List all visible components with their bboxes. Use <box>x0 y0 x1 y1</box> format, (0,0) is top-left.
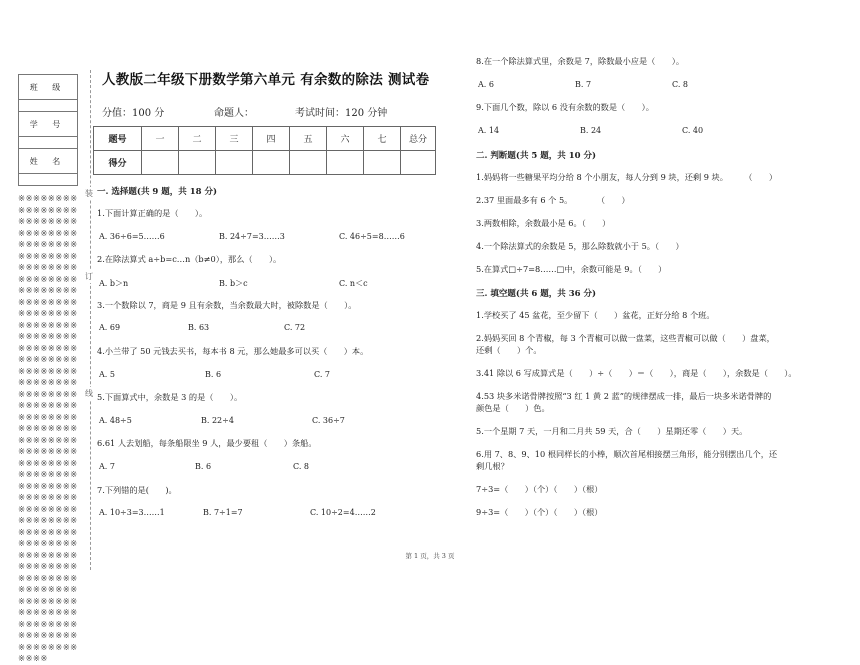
judgement-question <box>476 241 684 252</box>
question-body: 下面计算正确的是（ ）。 <box>104 208 208 218</box>
question-body: 在算式□÷7=8……□中，余数可能是 9。（ ） <box>483 264 667 274</box>
question-text <box>97 254 281 265</box>
option-b[interactable]: B. 7 <box>575 80 592 89</box>
fill-question-continued: 剩几根？ <box>476 461 509 471</box>
class-label: 班 级 <box>19 75 78 100</box>
fill-question <box>476 333 775 344</box>
question-number: 4. <box>476 391 484 401</box>
fill-question-continued: 还剩（ ）个。 <box>476 345 542 355</box>
number-label: 学 号 <box>19 112 78 137</box>
option-c[interactable]: C. 40 <box>682 126 704 135</box>
class-field[interactable] <box>19 100 78 112</box>
question-number: 3. <box>476 368 484 378</box>
score-header-cell: 五 <box>290 127 327 151</box>
fold-char-xian: 线 <box>85 389 93 398</box>
question-number: 7. <box>97 485 105 495</box>
score-header-cell: 总分 <box>401 127 436 151</box>
question-number: 9. <box>476 102 484 112</box>
question-body: 一个除法算式的余数是 5，那么除数就小于 5。（ ） <box>483 241 684 251</box>
option-c[interactable]: C. 46÷5=8……6 <box>339 232 405 241</box>
question-body: 下面几个数，除以 6 没有余数的数是（ ）。 <box>483 102 654 112</box>
option-a[interactable]: A. 6 <box>478 80 494 89</box>
question-number: 5. <box>97 392 105 402</box>
question-text <box>97 346 368 357</box>
question-number: 2. <box>476 195 484 205</box>
option-a[interactable]: A. 36÷6=5……6 <box>99 232 165 241</box>
judgement-question <box>476 264 666 275</box>
score-input-cell[interactable] <box>216 151 253 175</box>
score-input-cell[interactable] <box>179 151 216 175</box>
option-a[interactable]: A. 7 <box>99 462 115 471</box>
fill-question <box>476 449 777 460</box>
question-number: 5. <box>476 264 484 274</box>
score-input-cell[interactable] <box>364 151 401 175</box>
calc-line-9: 9÷3=（ ）（个）（ ）（根） <box>476 507 603 517</box>
option-c[interactable]: C. 8 <box>293 462 310 471</box>
score-header-cell: 三 <box>216 127 253 151</box>
exam-time: 考试时间：120 分钟 <box>295 108 388 119</box>
question-body: 一个星期 7 天，一月和二月共 59 天，合（ ）星期还零（ ）天。 <box>483 426 748 436</box>
score-header-cell: 七 <box>364 127 401 151</box>
option-a[interactable]: A. 10÷3=3……1 <box>99 508 165 517</box>
option-b[interactable]: B. 6 <box>195 462 212 471</box>
question-body: 妈妈将一些糖果平均分给 8 个小朋友，每人分到 9 块，还剩 9 块。 （ ） <box>483 172 778 182</box>
option-b[interactable]: B. 24÷7=3……3 <box>219 232 285 241</box>
question-body: 妈妈买回 8 个青椒，每 3 个青椒可以做一盘菜，这些青椒可以做（ ）盘菜， <box>483 333 775 343</box>
question-body: 在除法算式 a÷b=c…n（b≠0），那么（ ）。 <box>104 254 282 264</box>
question-number: 3. <box>97 300 105 310</box>
question-text <box>97 438 317 449</box>
binding-line <box>90 70 91 570</box>
question-number: 6. <box>476 449 484 459</box>
score-table-header-row <box>94 127 436 151</box>
question-text <box>97 392 242 403</box>
question-number: 2. <box>97 254 105 264</box>
option-c[interactable]: C. 10÷2=4……2 <box>310 508 376 517</box>
score-table <box>93 126 436 175</box>
score-header-cell: 一 <box>142 127 179 151</box>
fill-question <box>476 426 747 437</box>
question-number: 1. <box>476 172 484 182</box>
score-value: 分值：100 分 <box>102 108 165 119</box>
question-number: 2. <box>476 333 484 343</box>
question-body: 用 7、8、9、10 根同样长的小棒，顺次首尾相接摆三角形，能分别摆出几个，还 <box>483 449 778 459</box>
question-text <box>476 56 684 67</box>
question-body: 53 块多米诺骨牌按照“3 红 1 黄 2 蓝”的规律摆成一排，最后一块多米诺骨牌的 <box>483 391 772 401</box>
option-a[interactable]: A. 69 <box>99 323 121 332</box>
question-body: 61 人去划船，每条船限坐 9 人，最少要租（ ）条船。 <box>104 438 317 448</box>
score-input-cell[interactable] <box>327 151 364 175</box>
fold-char-zhuang: 装 <box>85 189 93 198</box>
question-text <box>476 102 654 113</box>
option-b[interactable]: B. 6 <box>205 370 222 379</box>
option-b[interactable]: B. 7÷1=7 <box>203 508 243 517</box>
option-b[interactable]: B. 63 <box>188 323 210 332</box>
question-number: 4. <box>476 241 484 251</box>
option-b[interactable]: B. 24 <box>580 126 602 135</box>
fill-question <box>476 310 715 321</box>
question-number: 8. <box>476 56 484 66</box>
option-a[interactable]: A. b＞n <box>99 279 129 288</box>
question-number: 6. <box>97 438 105 448</box>
section-title-judgement: 二. 判断题(共 5 题，共 10 分) <box>476 151 597 161</box>
option-b[interactable]: B. b＞c <box>219 279 248 288</box>
question-body: 41 除以 6 写成算式是（ ）÷（ ）＝（ ），商是（ ），余数是（ ）。 <box>483 368 797 378</box>
question-body: 37 里面最多有 6 个 5。 （ ） <box>483 195 630 205</box>
question-number: 4. <box>97 346 105 356</box>
score-header-cell: 四 <box>253 127 290 151</box>
question-body: 下列错的是( )。 <box>104 485 177 495</box>
score-input-cell[interactable] <box>253 151 290 175</box>
fold-char-ding: 订 <box>85 272 93 281</box>
option-b[interactable]: B. 22÷4 <box>201 416 234 425</box>
fill-question <box>476 368 797 379</box>
question-body: 小兰带了 50 元钱去买书，每本书 8 元，那么她最多可以买（ ）本。 <box>104 346 369 356</box>
fill-question <box>476 391 771 402</box>
score-input-cell[interactable] <box>401 151 436 175</box>
option-a[interactable]: A. 48÷5 <box>99 416 132 425</box>
score-input-cell[interactable] <box>142 151 179 175</box>
page-footer: 第 1 页，共 3 页 <box>405 552 455 560</box>
question-body: 一个数除以 7，商是 9 且有余数，当余数最大时，被除数是（ ）。 <box>104 300 357 310</box>
judgement-question <box>476 218 610 229</box>
decorative-star-pattern: ※※※※※※※※※※※※※※※※※※※※※※※※※※※※※※※※※※※※※※※※※※※※※※※※※※※※※※※※※※※※※※※※※※※※※※※※※※※※※※※※※※※※※※※※※※※※※※※※※※※※※※※※※※※※※※※※※※※※※※※※※※※※※※※※※※※※※※※※※※※※※※※※※※※※※※※※※※※※※※※※※※※※※※※※※※※※※※※※※※※※※※※※※※※※※※※※※※※※※※※※※※※※※※※※※※※※※※※※※※※※※※※※※※※※※※※※※※※※※※※※※※※※※※※※※※※※※※※※※※※※※※※※※※※※※※※※※※※※※※※※※※※※※※※※※※※※※※※※※※※※※※※※※※※※※※※※※※※※※※※※※※※※ <box>18 193 78 663</box>
score-header-cell: 题号 <box>94 127 142 151</box>
name-label: 姓 名 <box>19 149 78 174</box>
question-body: 两数相除，余数最小是 6。（ ） <box>483 218 611 228</box>
section-title-choice: 一. 选择题(共 9 题，共 18 分) <box>97 187 218 197</box>
student-info-table <box>18 74 78 186</box>
calc-line-7: 7÷3=（ ）（个）（ ）（根） <box>476 484 603 494</box>
question-body: 在一个除法算式里，余数是 7，除数最小应是（ ）。 <box>483 56 685 66</box>
question-number: 3. <box>476 218 484 228</box>
question-number: 5. <box>476 426 484 436</box>
judgement-question <box>476 172 777 183</box>
question-body: 下面算式中，余数是 3 的是（ ）。 <box>104 392 243 402</box>
option-c[interactable]: C. 8 <box>672 80 689 89</box>
question-text <box>97 300 356 311</box>
option-c[interactable]: C. 36÷7 <box>312 416 345 425</box>
question-text <box>97 485 177 496</box>
score-row-label: 得分 <box>94 151 142 175</box>
author-label: 命题人： <box>214 108 254 119</box>
question-number: 1. <box>97 208 105 218</box>
question-text <box>97 208 207 219</box>
fill-question-continued: 颜色是（ ）色。 <box>476 403 550 413</box>
score-header-cell: 六 <box>327 127 364 151</box>
judgement-question <box>476 195 630 206</box>
option-c[interactable]: C. 7 <box>314 370 331 379</box>
option-a[interactable]: A. 5 <box>99 370 115 379</box>
question-body: 学校买了 45 盆花，至少留下（ ）盆花，正好分给 8 个班。 <box>483 310 715 320</box>
option-c[interactable]: C. n＜c <box>339 279 368 288</box>
name-field[interactable] <box>19 174 78 186</box>
score-table-score-row <box>94 151 436 175</box>
score-input-cell[interactable] <box>290 151 327 175</box>
option-c[interactable]: C. 72 <box>284 323 306 332</box>
score-header-cell: 二 <box>179 127 216 151</box>
page-title: 人教版二年级下册数学第六单元 有余数的除法 测试卷 <box>102 72 430 88</box>
option-a[interactable]: A. 14 <box>478 126 500 135</box>
section-title-fill-in: 三. 填空题(共 6 题，共 36 分) <box>476 289 597 299</box>
number-field[interactable] <box>19 137 78 149</box>
question-number: 1. <box>476 310 484 320</box>
